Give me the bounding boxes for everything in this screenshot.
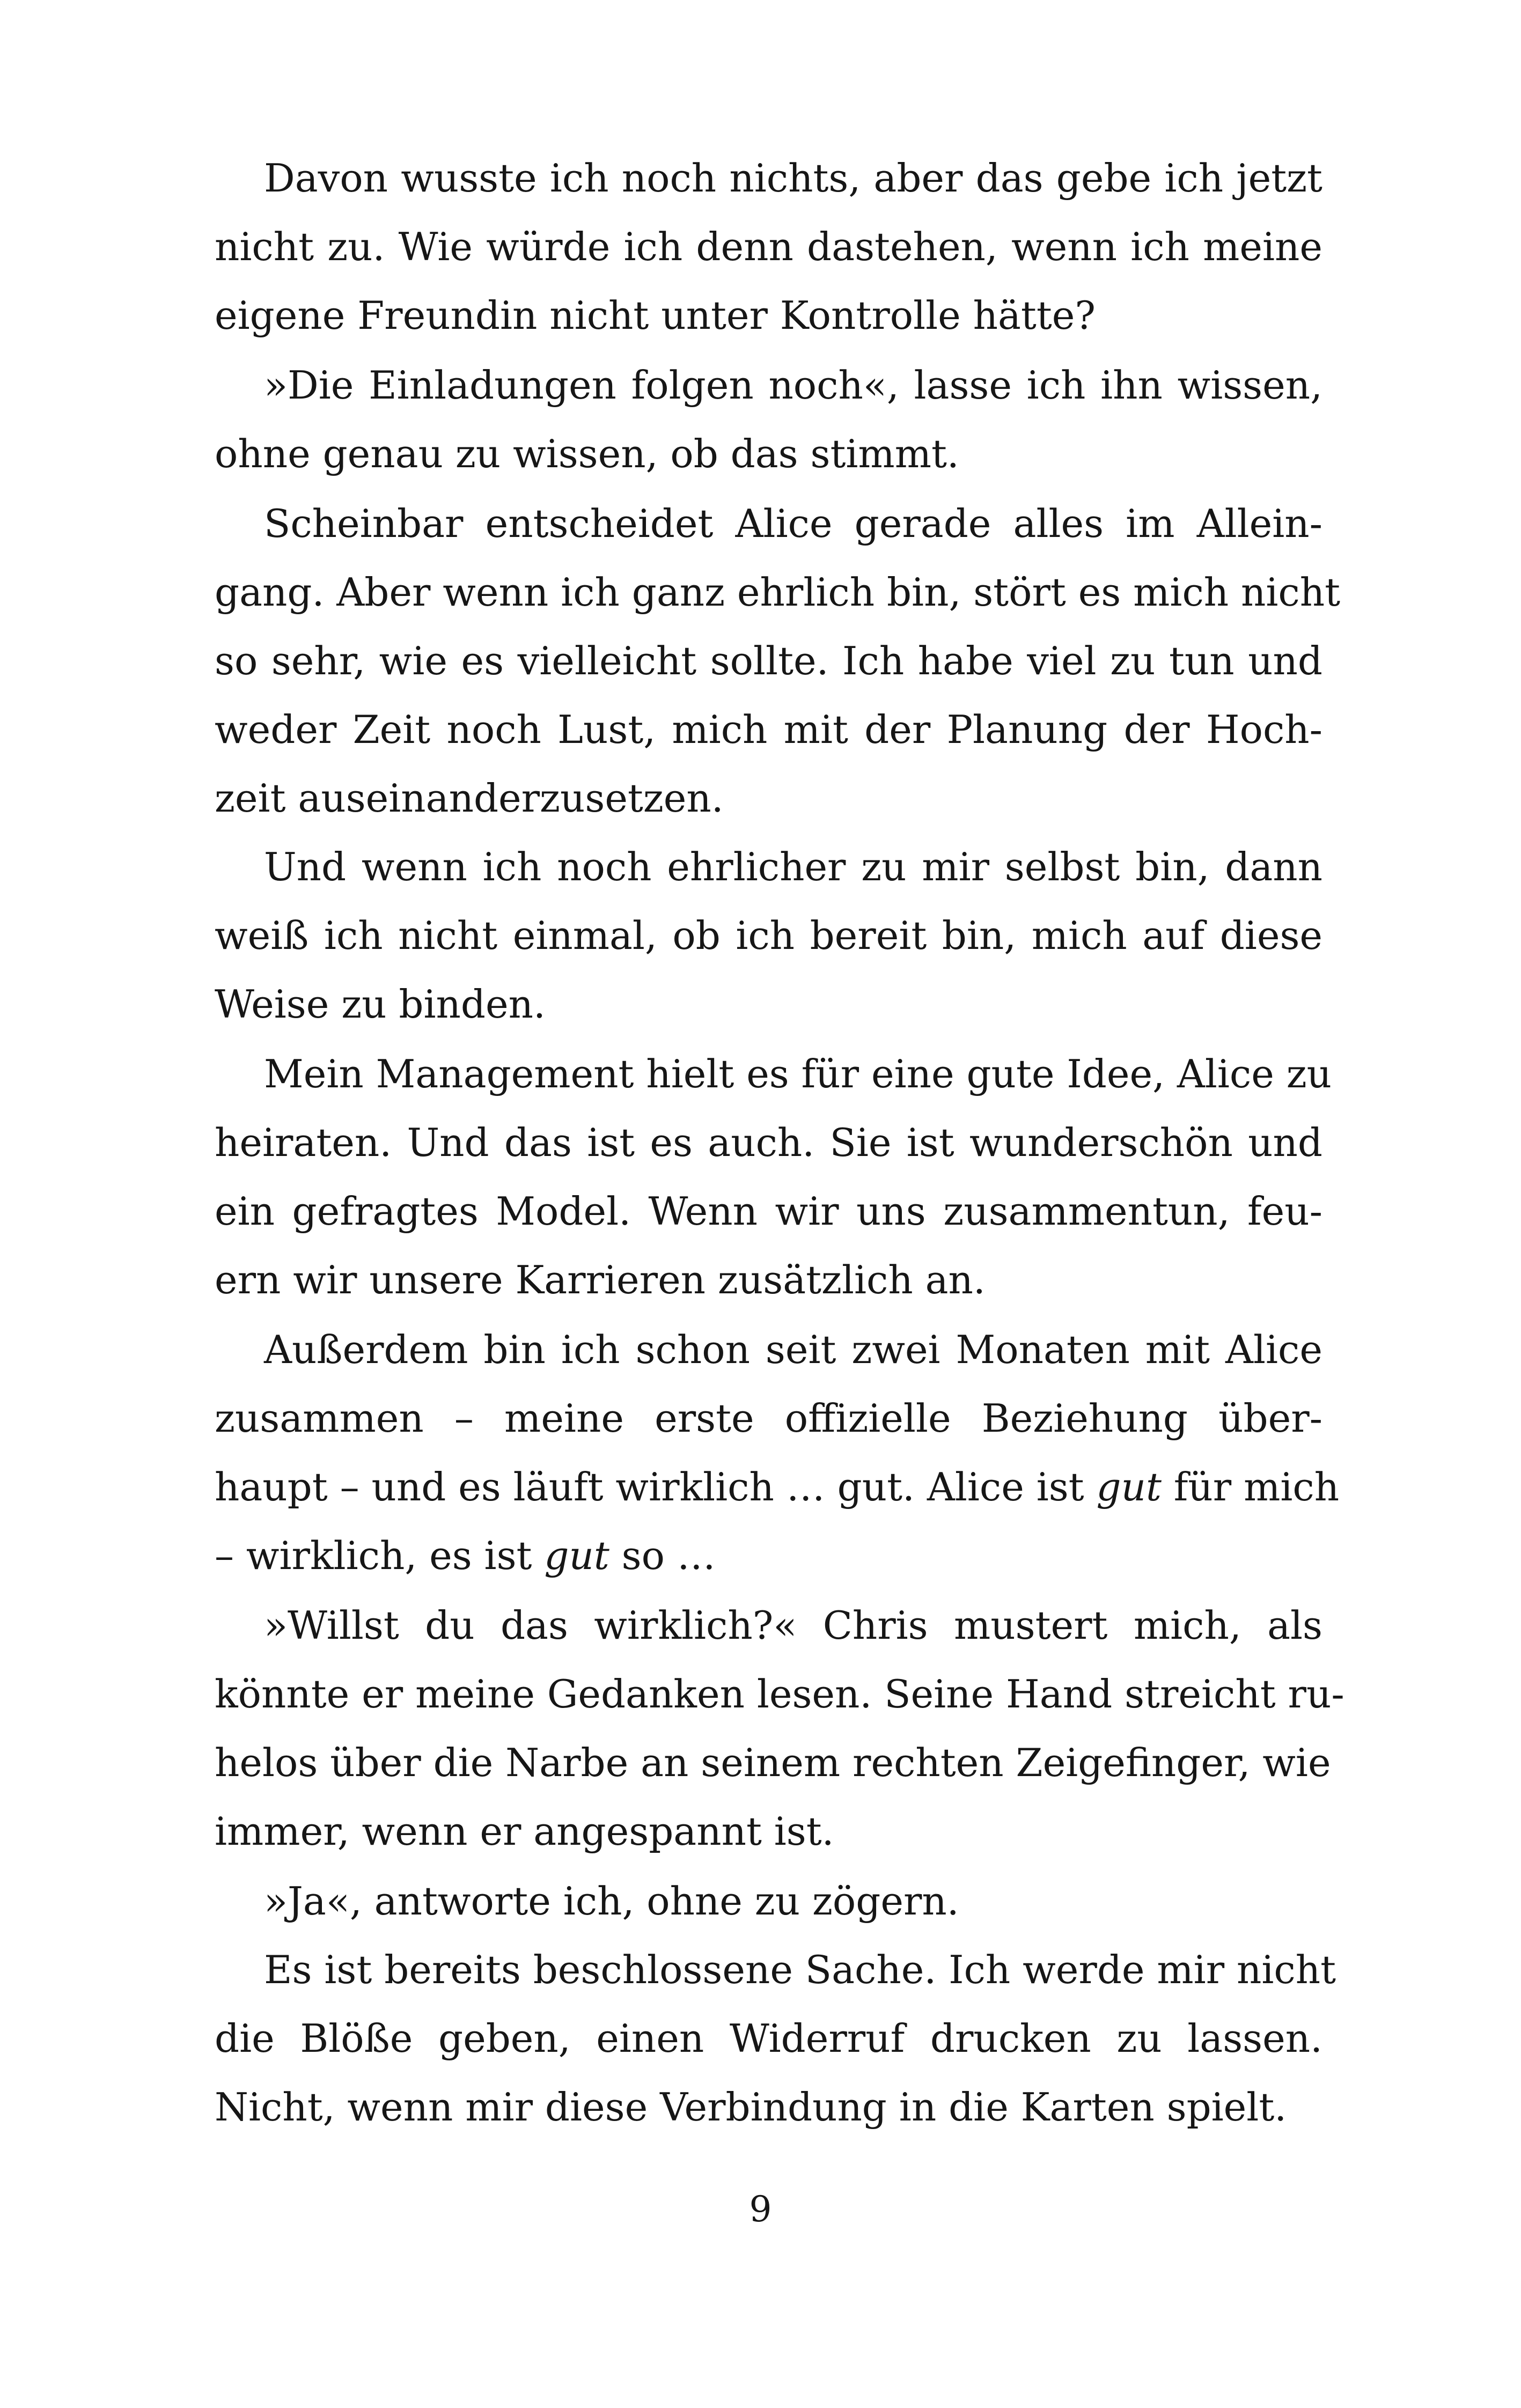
paragraph-8-line-1: »Ja«, antworte ich, ohne zu zögern.: [264, 1879, 959, 1924]
paragraph-5-line-2: heiraten. Und das ist es auch. Sie ist wunderschön und: [215, 1120, 1322, 1165]
paragraph-1-line-3: eigene Freundin nicht unter Kontrolle hätte?: [215, 293, 1096, 338]
paragraph-4-line-3: Weise zu binden.: [215, 982, 546, 1027]
paragraph-4-line-1: Und wenn ich noch ehrlicher zu mir selbst bin, dann: [264, 844, 1322, 889]
paragraph-1-line-2: nicht zu. Wie würde ich denn dastehen, wenn ich meine: [215, 224, 1322, 269]
paragraph-7-line-3: helos über die Narbe an seinem rechten Zeigefinger, wie: [215, 1740, 1331, 1785]
paragraph-5-line-3: ein gefragtes Model. Wenn wir uns zusammentun, feu-: [215, 1189, 1322, 1234]
paragraph-7-line-1: »Willst du das wirklich?« Chris mustert mich, als: [264, 1603, 1322, 1648]
paragraph-6-line-3: haupt – und es läuft wirklich … gut. Alice ist gut für mich: [215, 1464, 1340, 1509]
paragraph-3-line-3: so sehr, wie es vielleicht sollte. Ich habe viel zu tun und: [215, 638, 1322, 683]
paragraph-2-line-2: ohne genau zu wissen, ob das stimmt.: [215, 431, 959, 476]
page-number: 9: [749, 2189, 772, 2230]
paragraph-3-line-5: zeit auseinanderzusetzen.: [215, 776, 724, 821]
italic-emphasis: gut: [544, 1533, 609, 1578]
paragraph-5-line-4: ern wir unsere Karrieren zusätzlich an.: [215, 1257, 986, 1302]
paragraph-4-line-2: weiß ich nicht einmal, ob ich bereit bin, mich auf diese: [215, 913, 1322, 958]
paragraph-6-line-4: – wirklich, es ist gut so …: [215, 1533, 716, 1578]
paragraph-3-line-4: weder Zeit noch Lust, mich mit der Planung der Hoch-: [215, 707, 1322, 752]
paragraph-9-line-1: Es ist bereits beschlossene Sache. Ich werde mir nicht: [264, 1947, 1336, 1992]
paragraph-3-line-2: gang. Aber wenn ich ganz ehrlich bin, stört es mich nicht: [215, 570, 1341, 615]
paragraph-3-line-1: Scheinbar entscheidet Alice gerade alles im Allein-: [264, 501, 1322, 546]
paragraph-5-line-1: Mein Management hielt es für eine gute Idee, Alice zu: [264, 1051, 1332, 1096]
italic-emphasis: gut: [1096, 1464, 1162, 1509]
paragraph-9-line-3: Nicht, wenn mir diese Verbindung in die Karten spielt.: [215, 2085, 1287, 2130]
paragraph-7-line-2: könnte er meine Gedanken lesen. Seine Hand streicht ru-: [215, 1671, 1344, 1717]
paragraph-7-line-4: immer, wenn er angespannt ist.: [215, 1809, 834, 1854]
paragraph-6-line-1: Außerdem bin ich schon seit zwei Monaten mit Alice: [264, 1327, 1322, 1372]
paragraph-6-line-2: zusammen – meine erste offizielle Beziehung über-: [215, 1396, 1322, 1441]
paragraph-9-line-2: die Blöße geben, einen Widerruf drucken zu lassen.: [215, 2016, 1322, 2061]
paragraph-1-line-1: Davon wusste ich noch nichts, aber das gebe ich jetzt: [264, 156, 1322, 201]
paragraph-2-line-1: »Die Einladungen folgen noch«, lasse ich ihn wissen,: [264, 363, 1322, 408]
